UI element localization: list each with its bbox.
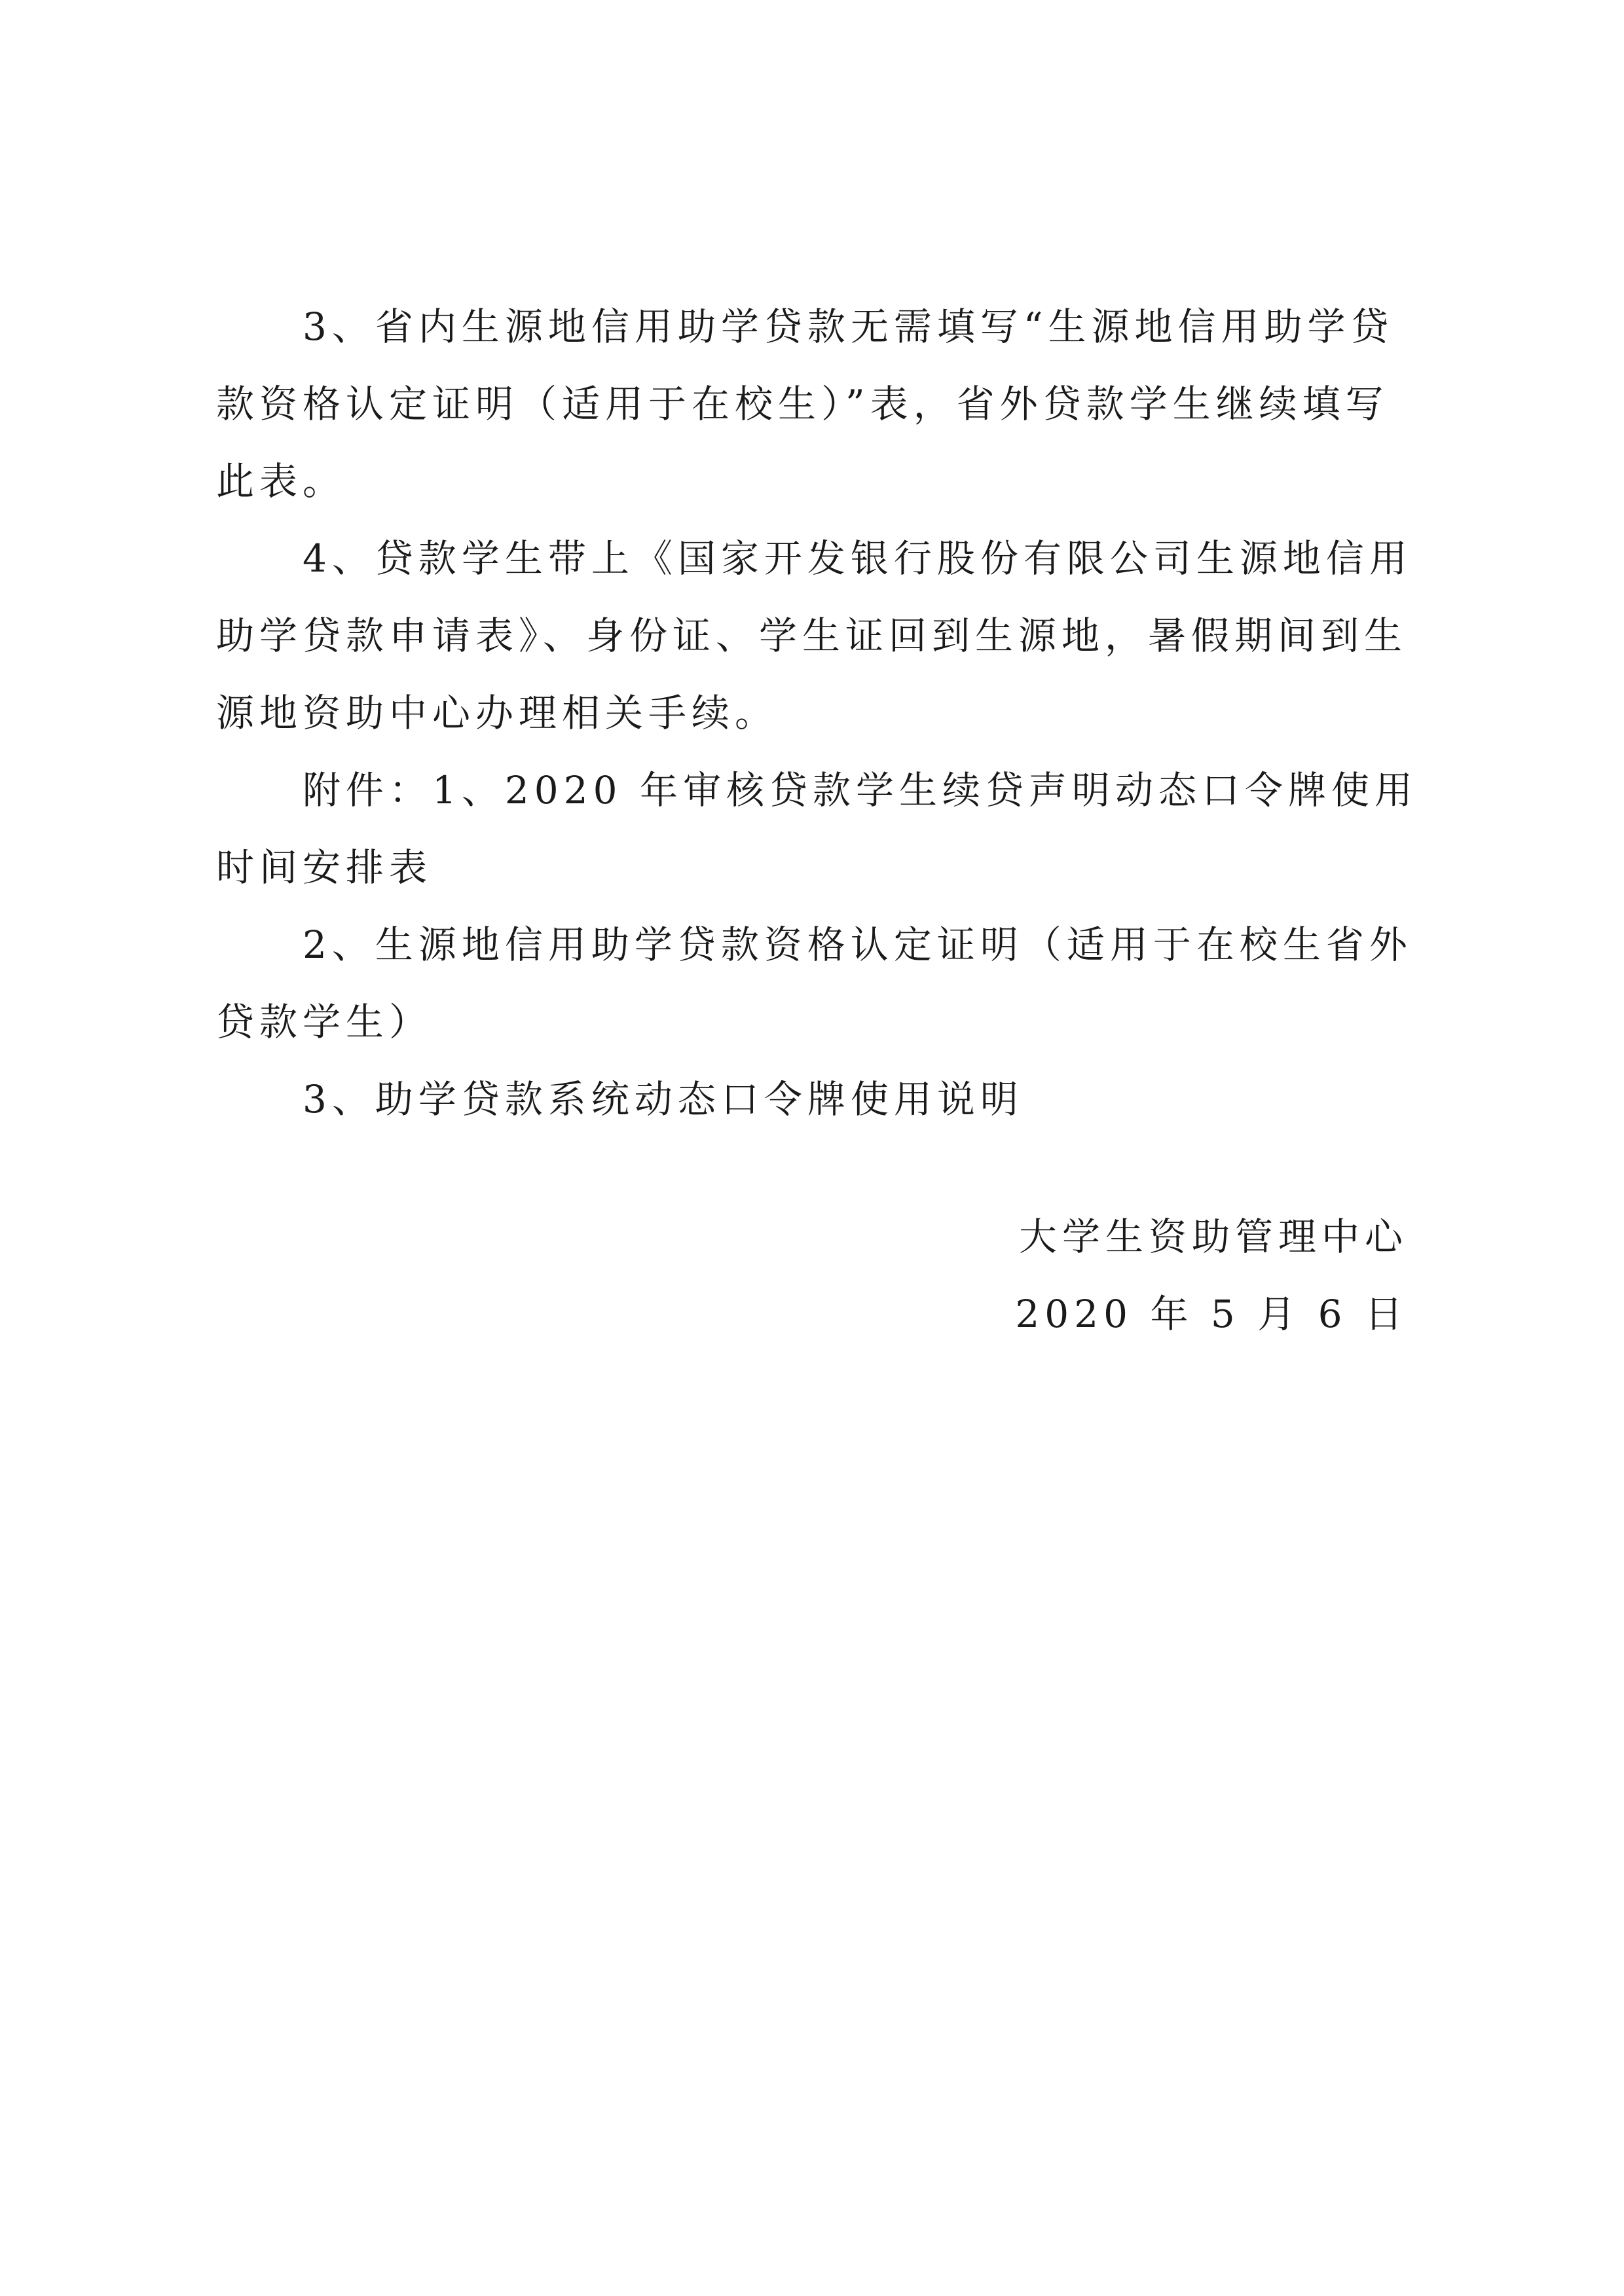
signature-block [819,1198,1408,1353]
attachment-2: 2、生源地信用助学贷款资格认定证明（适用于在校生省外贷款学生） [216,922,1412,1044]
paragraph-item-4: 4、贷款学生带上《国家开发银行股份有限公司生源地信用助学贷款申请表》、身份证、学生证回到生源地，暑假期间到生源地资助中心办理相关手续。 [216,536,1412,735]
issuing-organization: 大学生资助管理中心 [1018,1214,1408,1259]
paragraph-item-3: 3、省内生源地信用助学贷款无需填写“生源地信用助学贷款资格认定证明（适用于在校生）”表，省外贷款学生继续填写此表。 [216,304,1394,503]
attachment-1: 附件：1、2020 年审核贷款学生续贷声明动态口令牌使用时间安排表 [216,768,1418,890]
document-body [216,288,1421,1138]
attachment-3: 3、助学贷款系统动态口令牌使用说明 [303,1077,1024,1121]
issue-date: 2020 年 5 月 6 日 [1015,1292,1408,1336]
